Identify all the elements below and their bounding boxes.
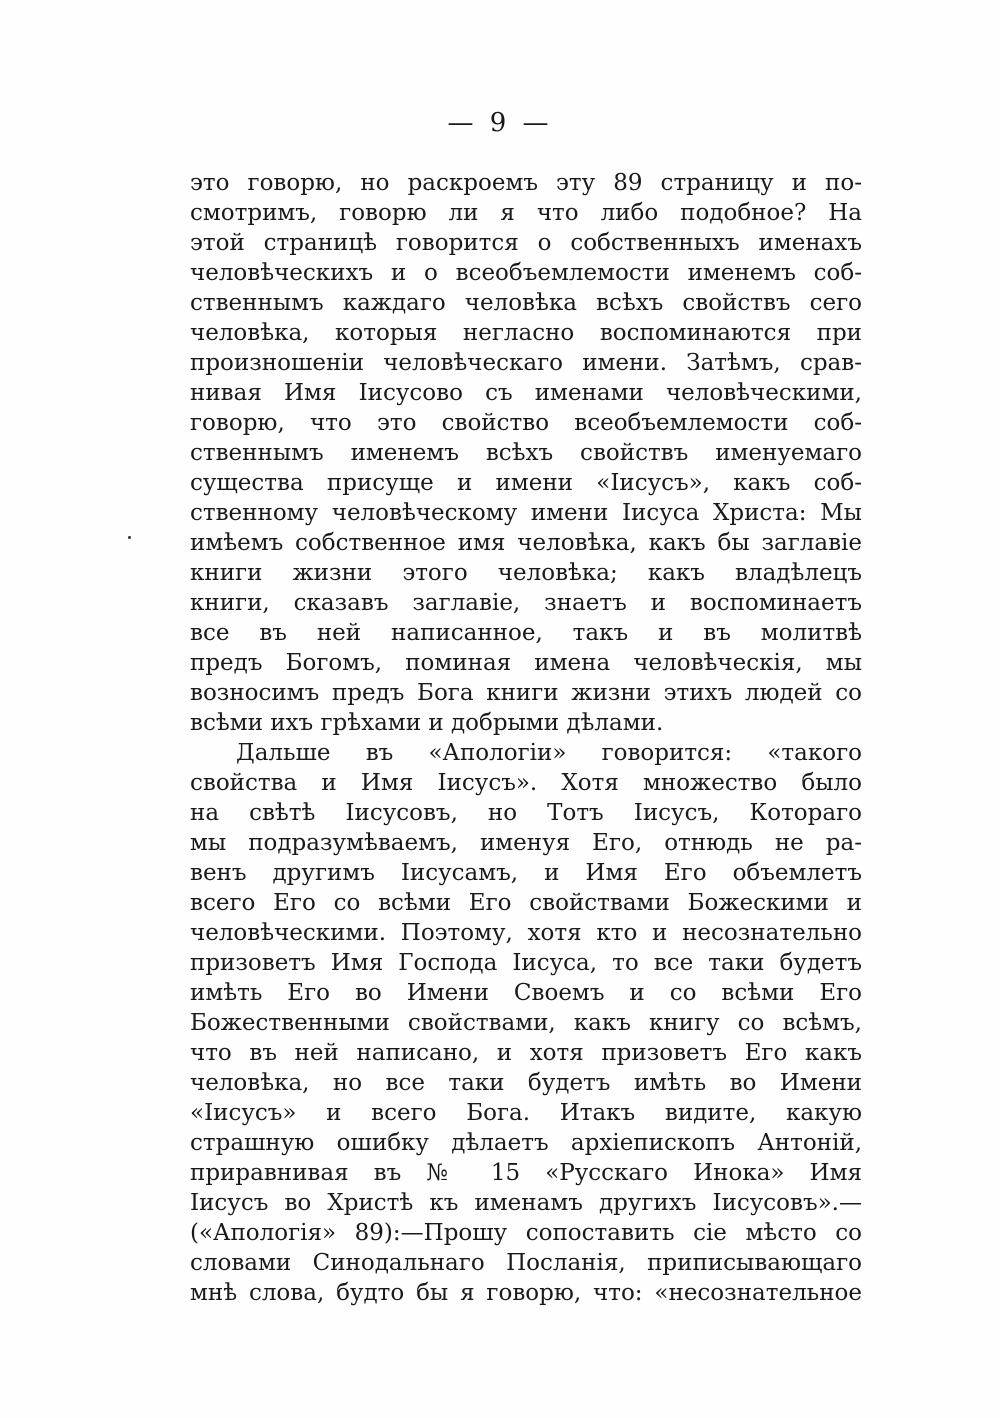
text-line: человѣка, которыя негласно воспоминаются при <box>190 320 862 346</box>
text-line: имѣемъ собственное имя человѣка, какъ бы заглавіе <box>190 530 862 556</box>
text-line: существа присуще и имени «Іисусъ», какъ соб- <box>190 470 862 496</box>
text-line: мы подразумѣваемъ, именуя Его, отнюдь не ра- <box>190 830 862 856</box>
text-line: человѣка, но все таки будетъ имѣть во Имени <box>190 1070 862 1096</box>
text-line: Божественными свойствами, какъ книгу со всѣмъ, <box>190 1010 862 1036</box>
ink-speck <box>128 536 131 539</box>
text-line: призоветъ Имя Господа Іисуса, то все таки будетъ <box>190 950 862 976</box>
text-line: имѣть Его во Имени Своемъ и со всѣми Его <box>190 980 862 1006</box>
text-line: словами Синодальнаго Посланія, приписывающаго <box>190 1250 862 1276</box>
paragraph-end-line: всѣми ихъ грѣхами и добрыми дѣлами. <box>190 710 664 736</box>
text-line: венъ другимъ Іисусамъ, и Имя Его объемлетъ <box>190 860 862 886</box>
text-line: говорю, что это свойство всеобъемлемости соб- <box>190 410 862 436</box>
text-line: свойства и Имя Іисусъ». Хотя множество было <box>190 770 862 796</box>
text-line: книги жизни этого человѣка; какъ владѣлецъ <box>190 560 862 586</box>
text-line: возносимъ предъ Бога книги жизни этихъ людей со <box>190 680 862 706</box>
text-line: ственнымъ именемъ всѣхъ свойствъ именуемаго <box>190 440 862 466</box>
text-line: ственному человѣческому имени Іисуса Христа: Мы <box>190 500 862 526</box>
text-line: предъ Богомъ, поминая имена человѣческія, мы <box>190 650 862 676</box>
text-line: на свѣтѣ Іисусовъ, но Тотъ Іисусъ, Котораго <box>190 800 862 826</box>
text-line: страшную ошибку дѣлаетъ архіепископъ Антоній, <box>190 1130 862 1156</box>
text-line: все въ ней написанное, такъ и въ молитвѣ <box>190 620 862 646</box>
text-line: приравнивая въ № 15 «Русскаго Инока» Имя <box>190 1160 862 1186</box>
text-line: что въ ней написано, и хотя призоветъ Его какъ <box>190 1040 862 1066</box>
text-line: произношеніи человѣческаго имени. Затѣмъ, срав- <box>190 350 862 376</box>
text-line: это говорю, но раскроемъ эту 89 страницу и по- <box>190 170 862 196</box>
text-line: человѣческихъ и о всеобъемлемости именемъ соб- <box>190 260 862 286</box>
paragraph-start-line: Дальше въ «Апологіи» говорится: «такого <box>236 740 862 766</box>
text-line: нивая Имя Іисусово съ именами человѣческими, <box>190 380 862 406</box>
page-body-text <box>190 168 862 1308</box>
page-number: — 9 — <box>447 108 553 138</box>
text-line: всего Его со всѣми Его свойствами Божескими и <box>190 890 862 916</box>
text-line: этой страницѣ говорится о собственныхъ именахъ <box>190 230 862 256</box>
text-line: мнѣ слова, будто бы я говорю, что: «несознательное <box>190 1280 862 1306</box>
text-line: ственнымъ каждаго человѣка всѣхъ свойствъ сего <box>190 290 862 316</box>
text-line: («Апологія» 89):—Прошу сопоставить сіе мѣсто со <box>190 1220 862 1246</box>
text-line: человѣческими. Поэтому, хотя кто и несознательно <box>190 920 862 946</box>
text-line: Іисусъ во Христѣ къ именамъ другихъ Іисусовъ».— <box>190 1190 862 1216</box>
text-line: смотримъ, говорю ли я что либо подобное? На <box>190 200 862 226</box>
text-line: книги, сказавъ заглавіе, знаетъ и воспоминаетъ <box>190 590 862 616</box>
text-line: «Іисусъ» и всего Бога. Итакъ видите, какую <box>190 1100 862 1126</box>
